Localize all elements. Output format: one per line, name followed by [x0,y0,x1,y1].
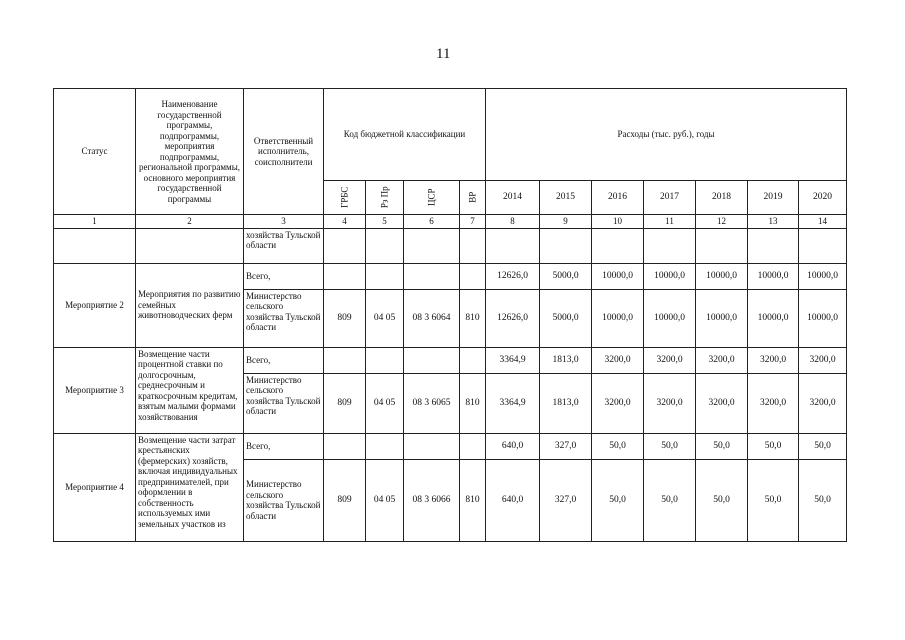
index-cell: 8 [486,215,540,229]
value-cell: 3200,0 [696,347,748,373]
vr-cell: 810 [460,459,486,541]
value-cell: 3200,0 [644,347,696,373]
header-status: Статус [54,89,136,215]
index-cell: 6 [404,215,460,229]
value-cell: 10000,0 [592,263,644,289]
value-cell: 50,0 [696,459,748,541]
total-label: Всего, [244,433,324,459]
rzpr-cell: 04 05 [366,459,404,541]
index-cell: 1 [54,215,136,229]
vr-cell: 810 [460,373,486,433]
value-cell: 640,0 [486,459,540,541]
value-cell: 12626,0 [486,263,540,289]
measure-name: Возмещение части затрат крестьянских (фермерских) хозяйств, включая индивидуальных предпринимателей, при оформлении в собственность используемых ими земельных участков из [136,433,244,541]
value-cell: 3200,0 [696,373,748,433]
index-cell: 4 [324,215,366,229]
rzpr-cell: 04 05 [366,289,404,347]
value-cell: 10000,0 [592,289,644,347]
header-expenses: Расходы (тыс. руб.), годы [486,89,847,181]
grbs-cell: 809 [324,373,366,433]
value-cell: 10000,0 [748,263,799,289]
value-cell: 50,0 [748,459,799,541]
value-cell: 3364,9 [486,347,540,373]
value-cell: 327,0 [540,459,592,541]
value-cell: 3364,9 [486,373,540,433]
value-cell: 50,0 [592,433,644,459]
budget-table [53,88,847,542]
value-cell: 3200,0 [748,347,799,373]
rzpr-cell: 04 05 [366,373,404,433]
value-cell: 5000,0 [540,289,592,347]
value-cell: 10000,0 [799,289,847,347]
header-vr: ВР [460,181,486,215]
value-cell: 50,0 [748,433,799,459]
measure-status: Мероприятие 4 [54,433,136,541]
index-cell: 3 [244,215,324,229]
value-cell: 50,0 [799,459,847,541]
value-cell: 3200,0 [644,373,696,433]
continuation-row [54,228,847,263]
header-year: 2015 [540,181,592,215]
value-cell: 50,0 [644,459,696,541]
header-name: Наименование государственной программы, подпрограммы, мероприятия подпрограммы, региональной программы, основного мероприятия государственной программы [136,89,244,215]
executor-cell: Министерство сельского хозяйства Тульской области [244,459,324,541]
value-cell: 640,0 [486,433,540,459]
executor-cell: Министерство сельского хозяйства Тульской области [244,373,324,433]
header-grbs: ГРБС [324,181,366,215]
index-cell: 11 [644,215,696,229]
index-cell: 7 [460,215,486,229]
grbs-cell: 809 [324,289,366,347]
index-cell: 13 [748,215,799,229]
index-cell: 2 [136,215,244,229]
value-cell: 10000,0 [644,289,696,347]
value-cell: 1813,0 [540,373,592,433]
value-cell: 5000,0 [540,263,592,289]
value-cell: 10000,0 [644,263,696,289]
index-cell: 12 [696,215,748,229]
csr-cell: 08 3 6064 [404,289,460,347]
value-cell: 12626,0 [486,289,540,347]
csr-cell: 08 3 6066 [404,459,460,541]
value-cell: 3200,0 [748,373,799,433]
value-cell: 3200,0 [799,373,847,433]
measure-total-row [54,347,847,373]
index-cell: 10 [592,215,644,229]
header-budget-code: Код бюджетной классификации [324,89,486,181]
csr-cell: 08 3 6065 [404,373,460,433]
value-cell: 50,0 [644,433,696,459]
measure-name: Возмещение части процентной ставки по долгосрочным, среднесрочным и краткосрочным кредитам, взятым малыми формами хозяйствования [136,347,244,433]
measure-total-row [54,433,847,459]
value-cell: 50,0 [799,433,847,459]
header-year: 2014 [486,181,540,215]
header-year: 2018 [696,181,748,215]
value-cell: 10000,0 [748,289,799,347]
value-cell: 50,0 [696,433,748,459]
header-executor: Ответственный исполнитель, соисполнители [244,89,324,215]
measure-total-row [54,263,847,289]
header-year: 2019 [748,181,799,215]
header-csr: ЦСР [404,181,460,215]
index-cell: 9 [540,215,592,229]
index-row [54,215,847,229]
value-cell: 1813,0 [540,347,592,373]
grbs-cell: 809 [324,459,366,541]
total-label: Всего, [244,347,324,373]
executor-cell: хозяйства Тульской области [244,228,324,263]
header-year: 2016 [592,181,644,215]
measure-name: Мероприятия по развитию семейных животноводческих ферм [136,263,244,347]
page-number: 11 [436,46,451,62]
vr-cell: 810 [460,289,486,347]
header-year: 2020 [799,181,847,215]
header-row-1 [54,89,847,181]
value-cell: 3200,0 [592,347,644,373]
value-cell: 3200,0 [592,373,644,433]
measure-status: Мероприятие 3 [54,347,136,433]
index-cell: 14 [799,215,847,229]
index-cell: 5 [366,215,404,229]
value-cell: 10000,0 [696,289,748,347]
measure-status: Мероприятие 2 [54,263,136,347]
value-cell: 327,0 [540,433,592,459]
value-cell: 3200,0 [799,347,847,373]
value-cell: 10000,0 [799,263,847,289]
header-year: 2017 [644,181,696,215]
value-cell: 10000,0 [696,263,748,289]
executor-cell: Министерство сельского хозяйства Тульской области [244,289,324,347]
header-rzpr: Рз Пр [366,181,404,215]
value-cell: 50,0 [592,459,644,541]
total-label: Всего, [244,263,324,289]
